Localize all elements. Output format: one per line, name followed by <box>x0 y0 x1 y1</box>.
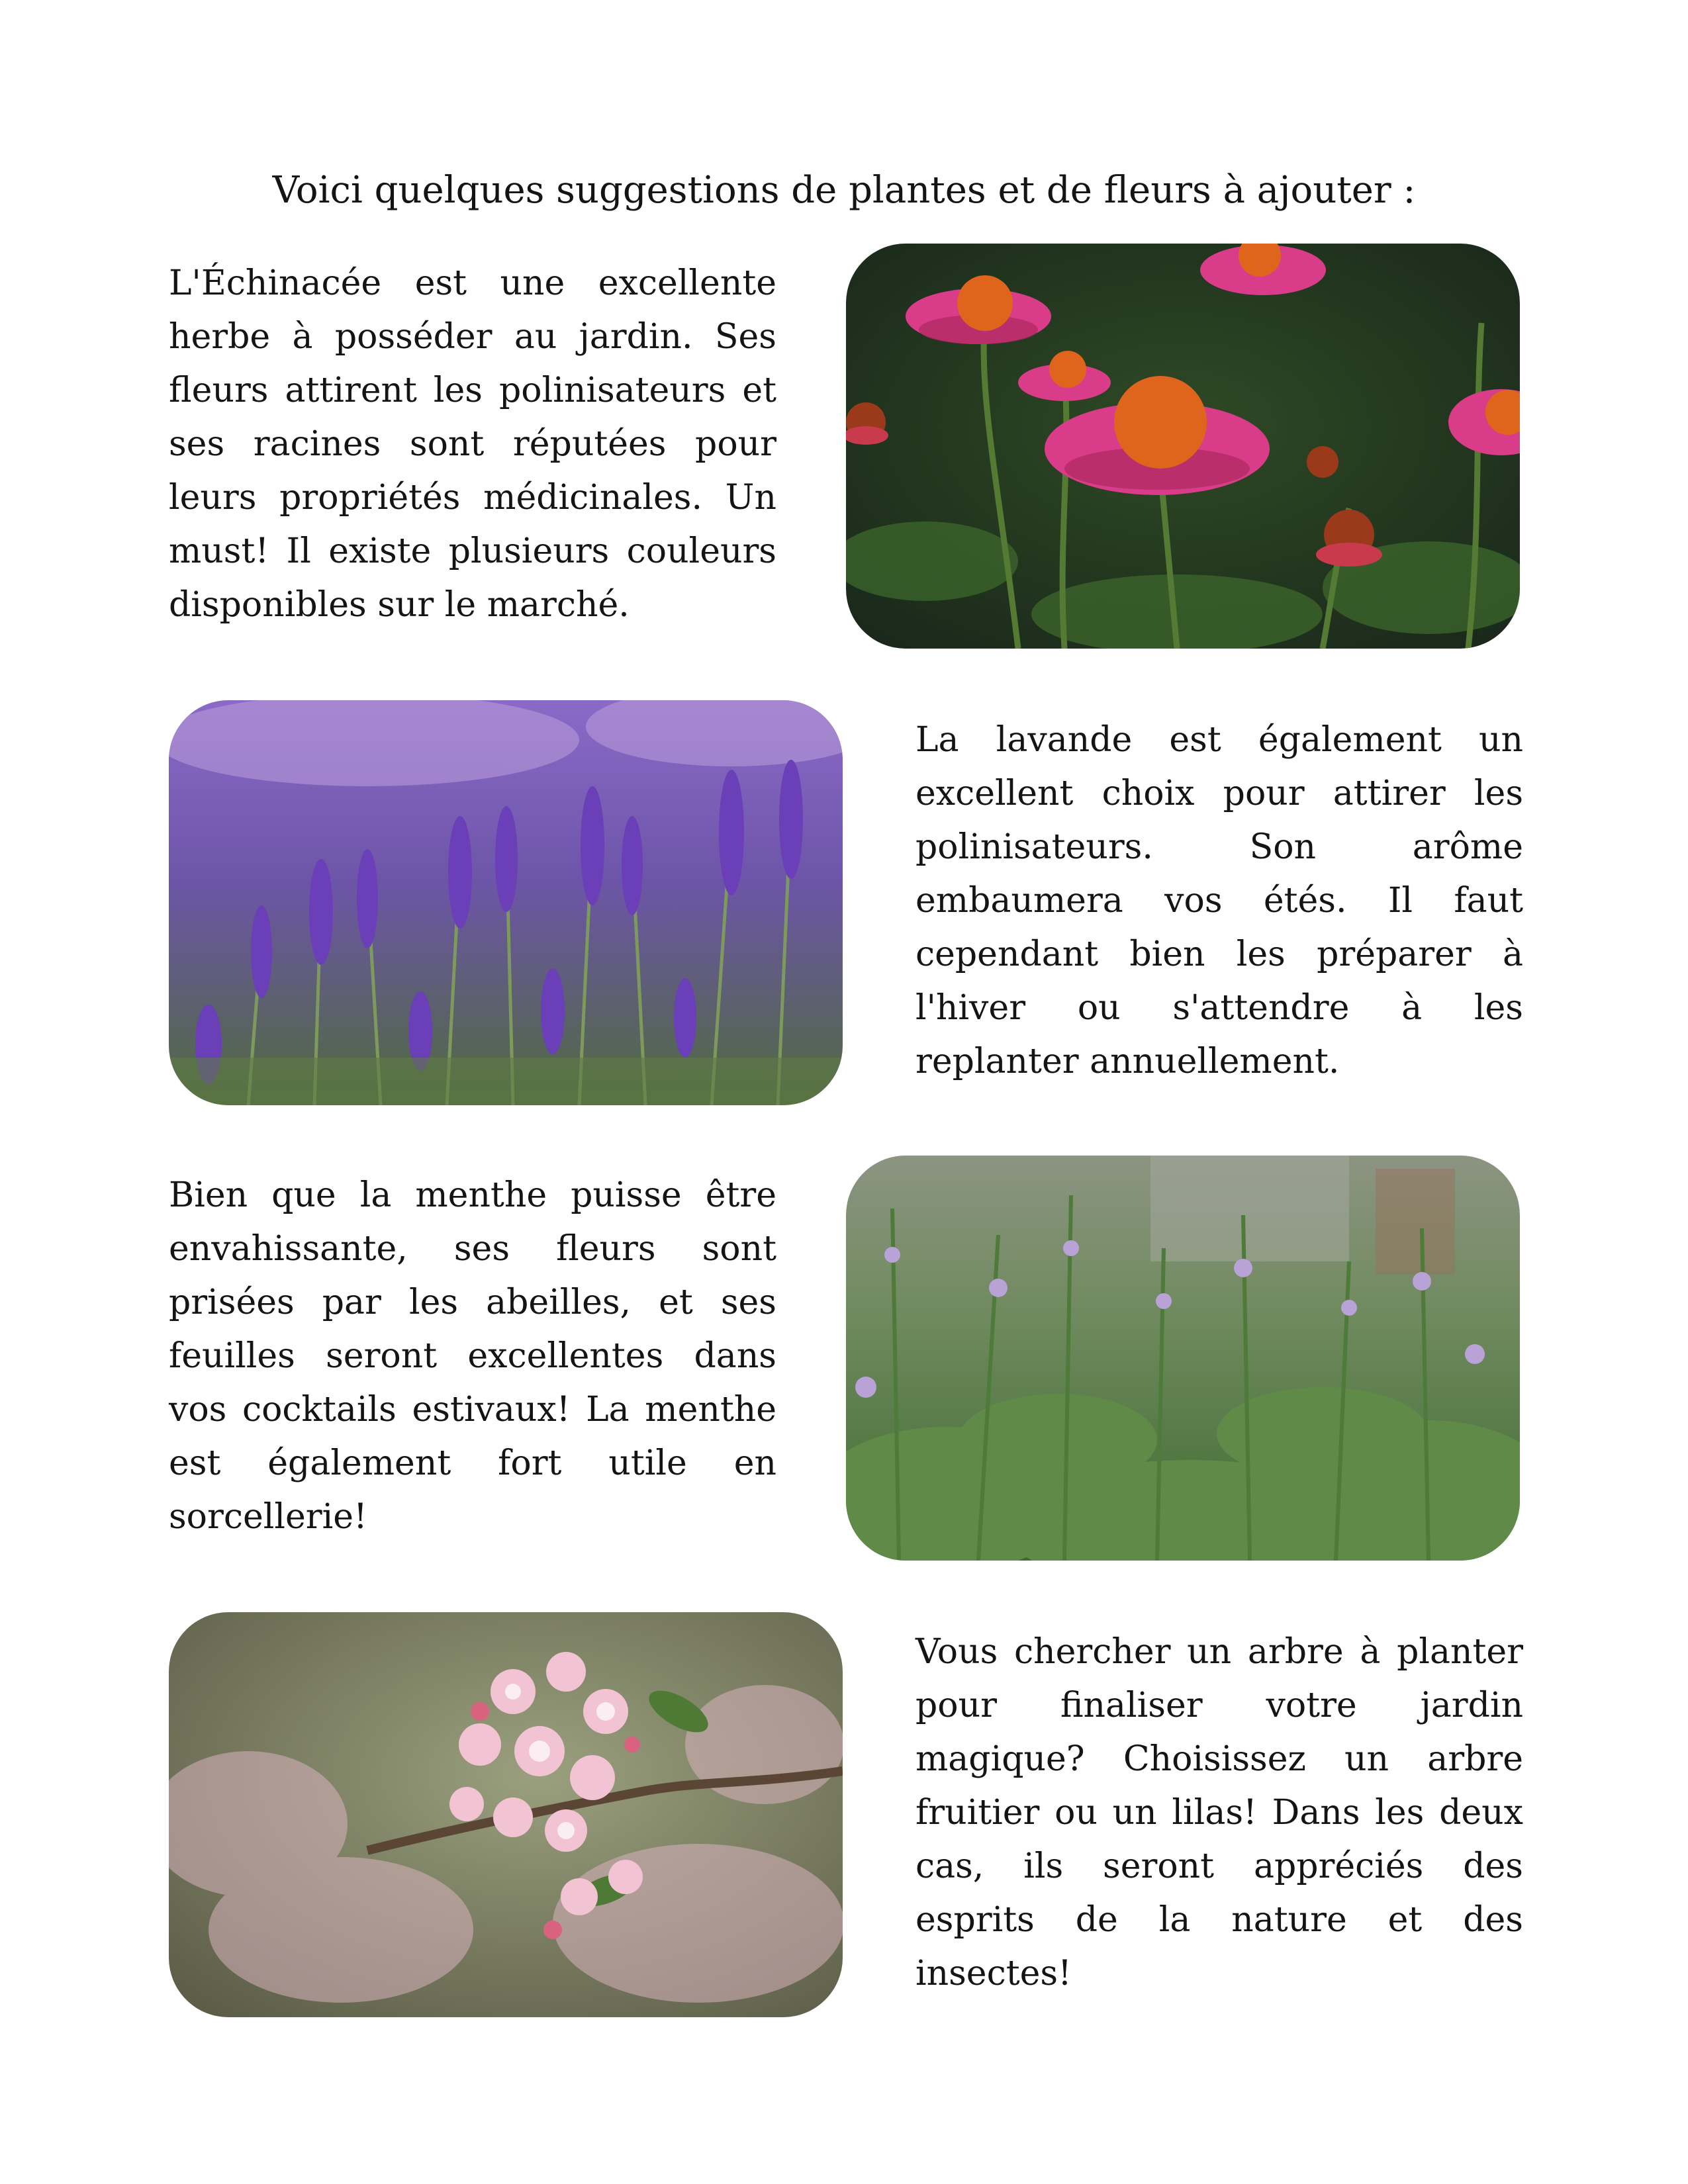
lavender-photo <box>169 700 843 1105</box>
fruit-tree-paragraph: Vous chercher un arbre à planter pour finaliser votre jardin magique? Choisissez un arbre fruitier ou un lilas! Dans les deux cas, ils seront appréciés des esprits de la nature et des insectes! <box>915 1632 1523 1993</box>
mint-paragraph: Bien que la menthe puisse être envahissante, ses fleurs sont prisées par les abeilles, et ses feuilles seront excellentes dans vos cocktails estivaux! La menthe est également fort utile en sorcellerie! <box>169 1175 776 1537</box>
echinacea-paragraph: L'Échinacée est une excellente herbe à posséder au jardin. Ses fleurs attirent les polinisateurs et ses racines sont réputées pour leurs propriétés médicinales. Un must! Il existe plusieurs couleurs disponibles sur le marché. <box>169 263 776 625</box>
apple-blossom-photo <box>169 1612 843 2017</box>
lavender-paragraph: La lavande est également un excellent choix pour attirer les polinisateurs. Son arôme embaumera vos étés. Il faut cependant bien les préparer à l'hiver ou s'attendre à les replanter annuellement. <box>915 720 1523 1081</box>
mint-photo <box>846 1156 1520 1561</box>
intro-heading: Voici quelques suggestions de plantes et de fleurs à ajouter : <box>272 169 1416 212</box>
echinacea-photo <box>846 244 1520 649</box>
